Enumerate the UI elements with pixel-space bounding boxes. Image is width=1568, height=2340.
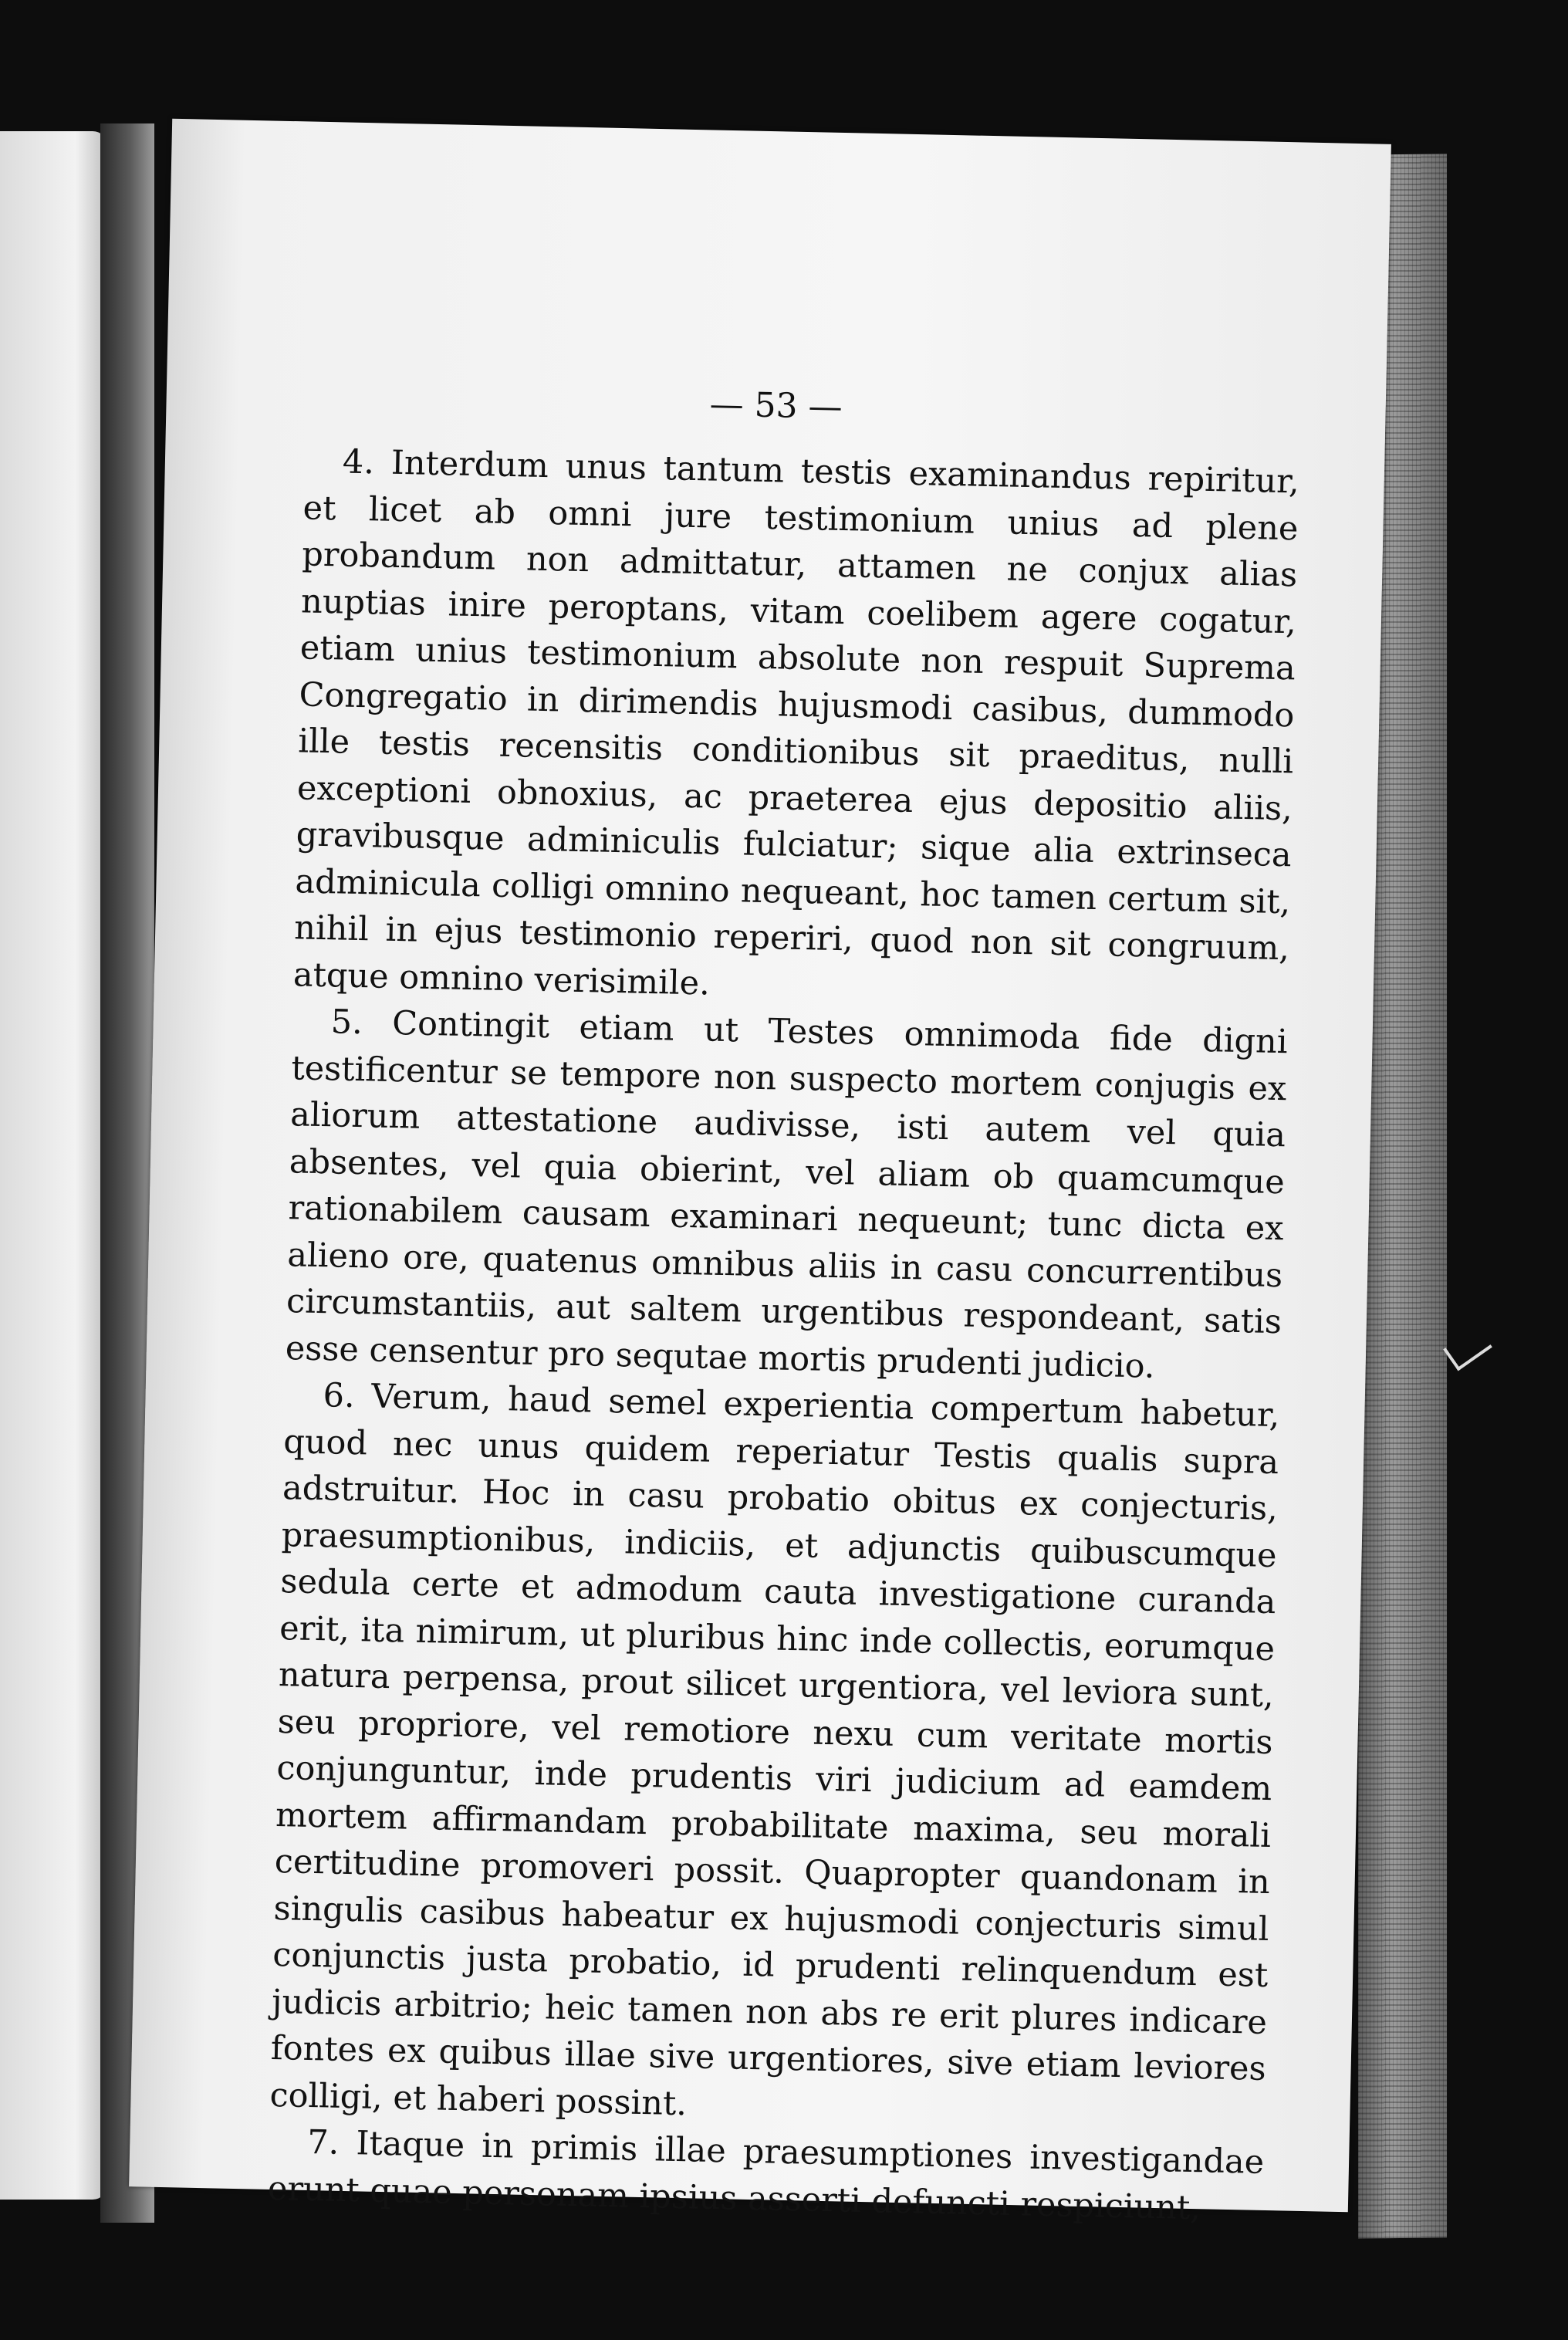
book-page bbox=[129, 119, 1391, 2227]
paragraph-7: 7. Itaque in primis illae praesumptiones investigandae erunt quae personam ipsius asserti defuncti respiciunt, bbox=[267, 2122, 1265, 2227]
body-text bbox=[267, 438, 1299, 2233]
paragraph-6: 6. Verum, haud semel experientia compertum habetur, quod nec unus quidem reperiatur Testis qualis supra adstruitur. Hoc in casu probatio obitus ex conjecturis, praesumptionibus, indiciis, et adjunctis quibuscumque sedula certe et admodum cauta investigatione curanda erit, ita nimirum, ut pluribus hinc inde collectis, eorumque natura perpensa, prout silicet urgentiora, vel leviora sunt, seu propriore, vel remotiore nexu cum veritate mortis conjunguntur, inde prudentis viri judicium ad eamdem mortem affirmandam probabilitate maxima, seu morali certitudine promoveri possit. Quapropter quandonam in singulis casibus habeatur ex hujusmodi conjecturis simul conjunctis justa probatio, id prudenti relinquendum est judicis arbitrio; heic tamen non abs re erit plures indicare fontes ex quibus illae sive urgentiores, sive etiam leviores colligi, et haberi possint. bbox=[269, 1376, 1280, 2123]
facing-page-edge bbox=[0, 131, 108, 2200]
scan-mark bbox=[1443, 1326, 1492, 1371]
page-number: — 53 — bbox=[709, 384, 843, 428]
paragraph-4: 4. Interdum unus tantum testis examinandus repiritur, et licet ab omni jure testimonium unius ad plene probandum non admittatur, attamen ne conjux alias nuptias inire peroptans, vitam coelibem agere cogatur, etiam unius testimonium absolute non respuit Suprema Congregatio in dirimendis hujusmodi casibus, dummodo ille testis recensitis conditionibus sit praeditus, nulli exceptioni obnoxius, ac praeterea ejus depositio aliis, gravibusque adminiculis fulciatur; sique alia extrinseca adminicula colligi omnino nequeant, hoc tamen certum sit, nihil in ejus testimonio reperiri, quod non sit congruum, atque omnino verisimile. bbox=[292, 442, 1300, 1003]
paragraph-5: 5. Contingit etiam ut Testes omnimoda fide digni testificentur se tempore non suspecto mortem conjugis ex aliorum attestatione audivisse, isti autem vel quia absentes, vel quia obierint, vel aliam ob quamcumque rationabilem causam examinari nequeunt; tunc dicta ex alieno ore, quatenus omnibus aliis in casu concurrentibus circumstantiis, aut saltem urgentibus respondeant, satis esse censentur pro sequtae mortis prudenti judicio. bbox=[285, 1003, 1289, 1386]
